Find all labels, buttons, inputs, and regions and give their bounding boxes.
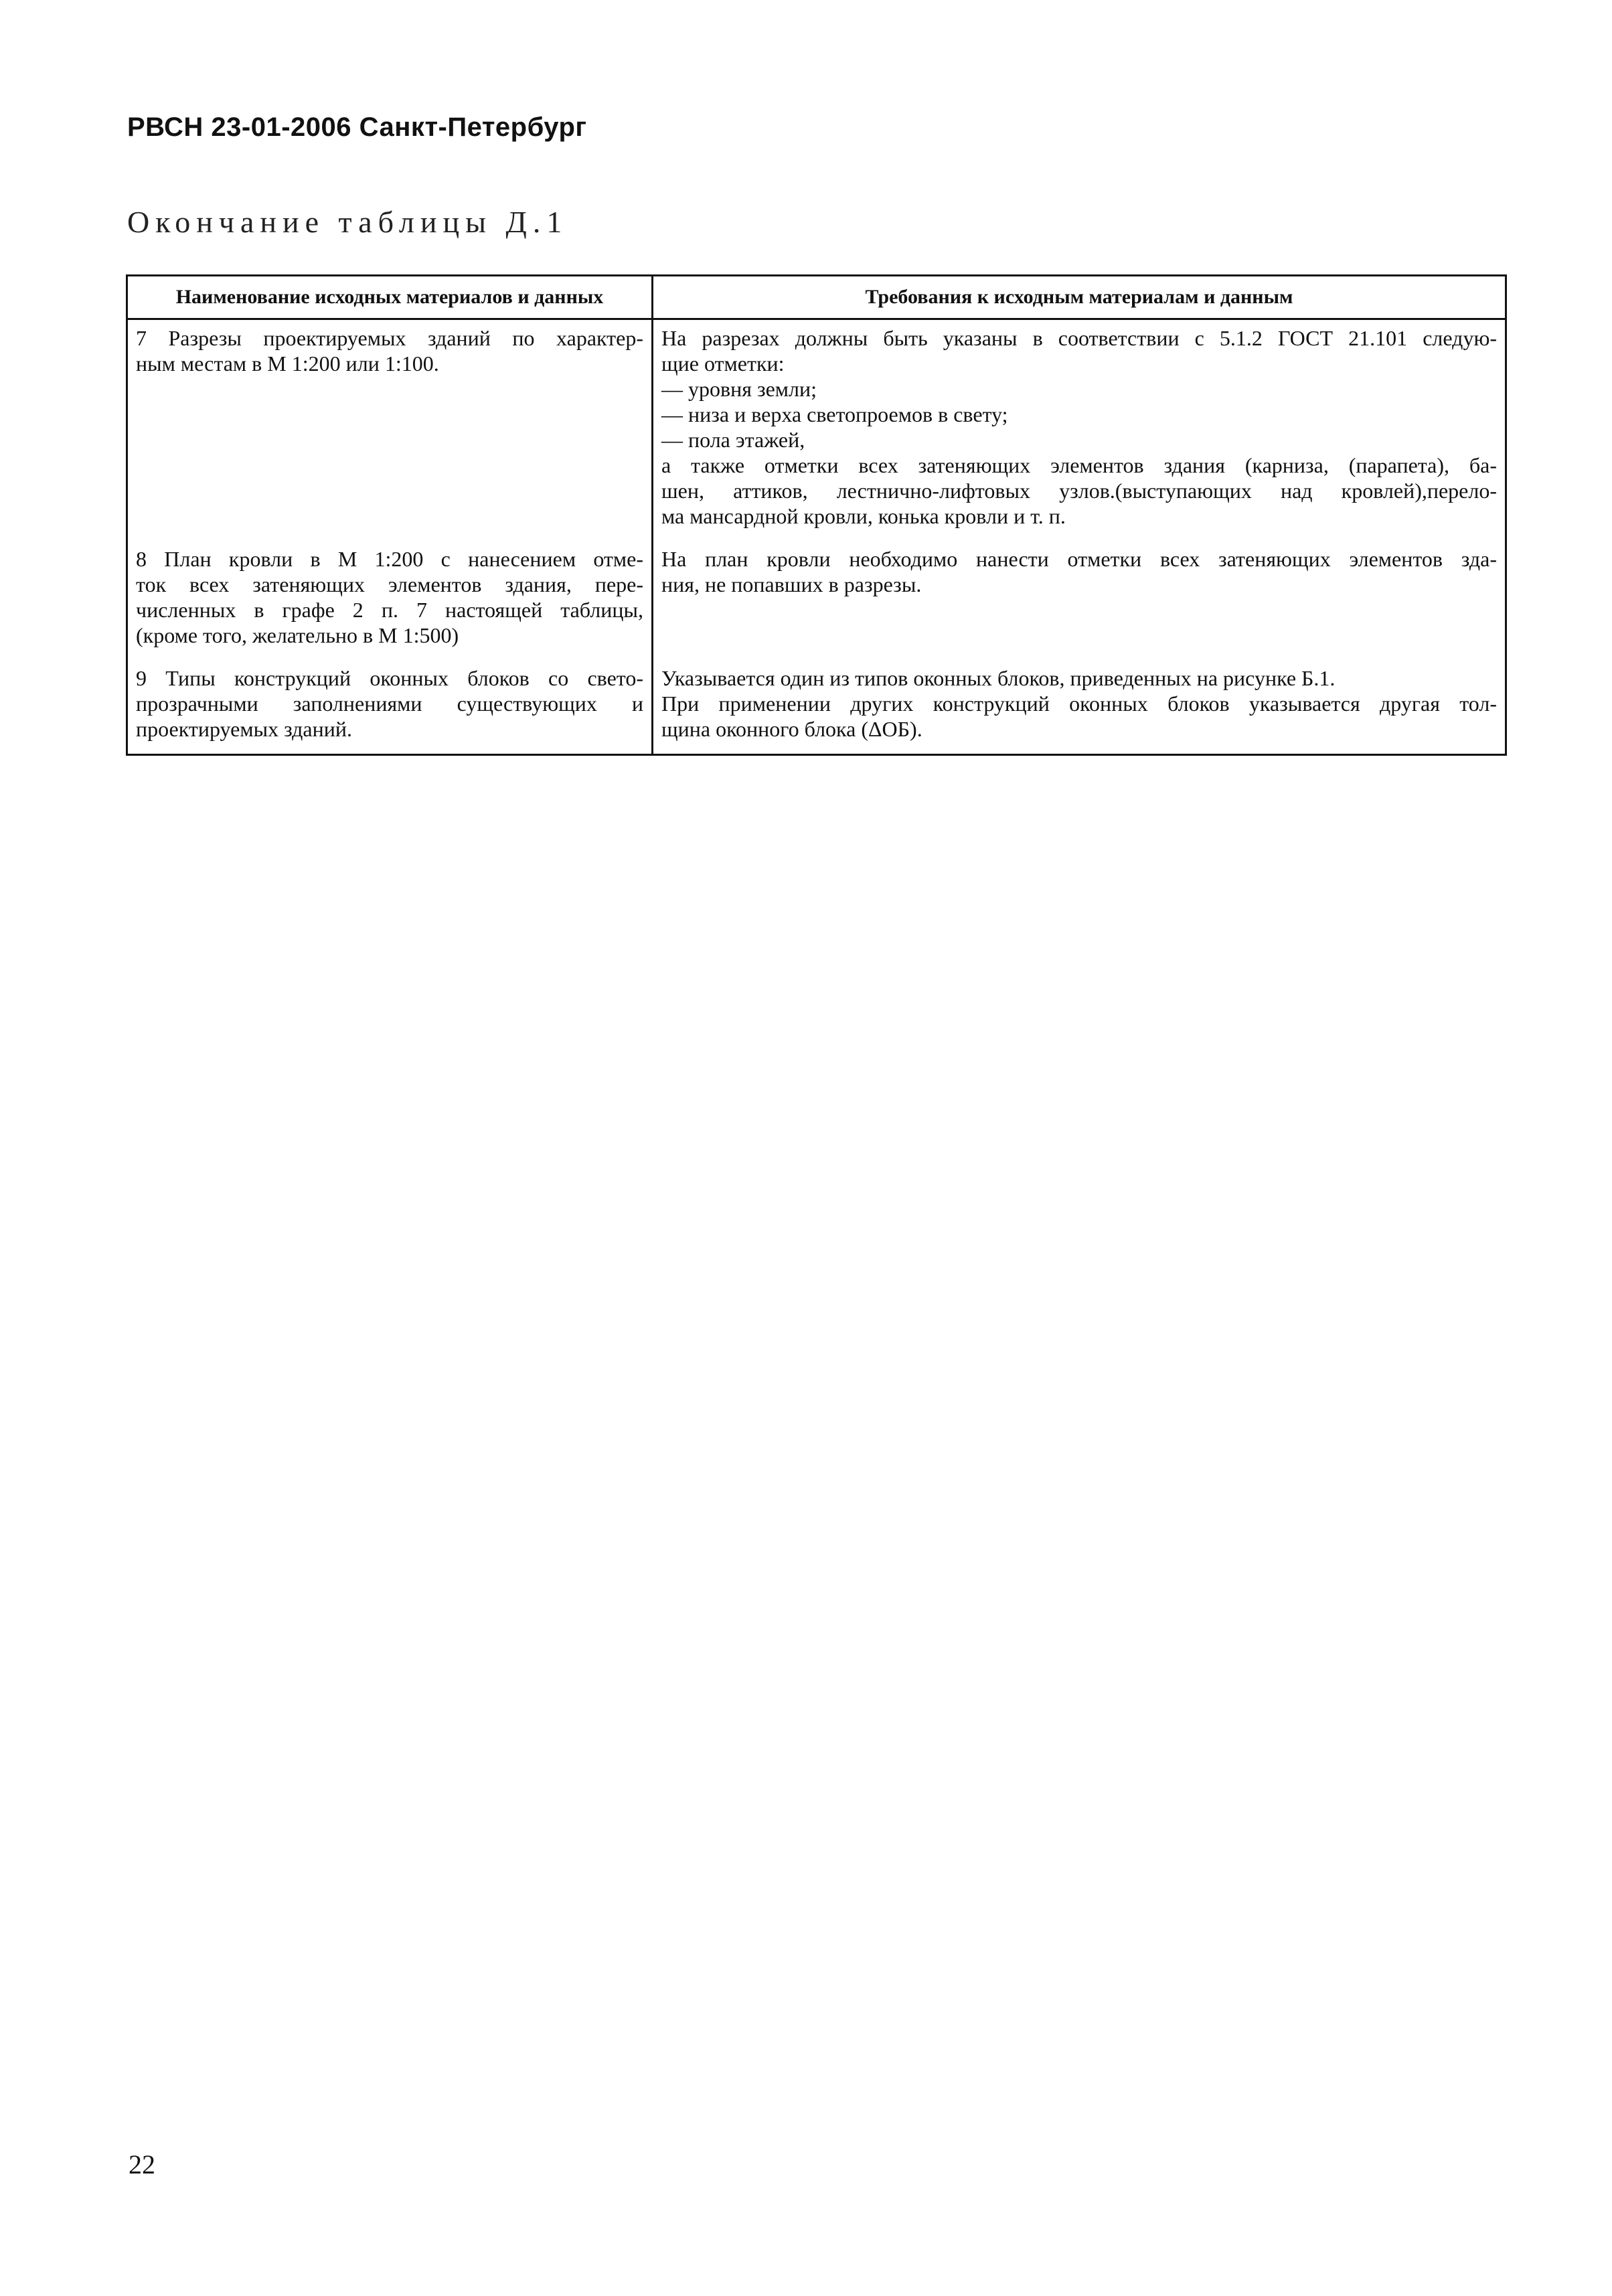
- cell-line: — низа и верха светопроемов в свету;: [661, 402, 1008, 426]
- cell-line: проектируемых зданий.: [136, 717, 352, 741]
- table-cell-materials: [127, 319, 653, 542]
- cell-line: ток всех затеняющих элементов здания, пере-: [136, 572, 643, 596]
- page-number: 22: [129, 2149, 155, 2180]
- cell-line: щина оконного блока (ΔОБ).: [661, 717, 922, 741]
- requirements-table: [126, 274, 1507, 756]
- column-header-materials: Наименование исходных материалов и данных: [127, 276, 653, 319]
- cell-line: прозрачными заполнениями существующих и: [136, 691, 643, 716]
- column-header-requirements: Требования к исходным материалам и данным: [653, 276, 1506, 319]
- cell-line: Указывается один из типов оконных блоков, приведенных на рисунке Б.1.: [661, 666, 1336, 690]
- cell-line: а также отметки всех затеняющих элементов здания (карниза, (парапета), ба-: [661, 453, 1497, 477]
- cell-line: На план кровли необходимо нанести отметки всех затеняющих элементов зда-: [661, 547, 1497, 571]
- table-row: [127, 319, 1506, 542]
- cell-line: ма мансардной кровли, конька кровли и т. п.: [661, 504, 1066, 528]
- table-row: [127, 541, 1506, 660]
- cell-line: (кроме того, желательно в М 1:500): [136, 623, 459, 647]
- cell-line: — пола этажей,: [661, 428, 805, 452]
- table-cell-requirements: [653, 319, 1506, 542]
- cell-line: — уровня земли;: [661, 377, 817, 401]
- cell-line: ния, не попавших в разрезы.: [661, 572, 922, 596]
- table-row: [127, 660, 1506, 755]
- table-caption: Окончание таблицы Д.1: [127, 205, 568, 239]
- table-cell-materials: [127, 541, 653, 660]
- cell-line: ным местам в М 1:200 или 1:100.: [136, 351, 439, 376]
- table-cell-requirements: [653, 660, 1506, 755]
- cell-line: 7 Разрезы проектируемых зданий по характер-: [136, 326, 643, 350]
- cell-line: 8 План кровли в М 1:200 с нанесением отме-: [136, 547, 643, 571]
- cell-line: На разрезах должны быть указаны в соответствии с 5.1.2 ГОСТ 21.101 следую-: [661, 326, 1497, 350]
- cell-line: щие отметки:: [661, 351, 785, 376]
- document-header: РВСН 23-01-2006 Санкт-Петербург: [127, 112, 587, 142]
- cell-line: При применении других конструкций оконных блоков указывается другая тол-: [661, 691, 1497, 716]
- cell-line: численных в графе 2 п. 7 настоящей таблицы,: [136, 598, 643, 622]
- cell-line: 9 Типы конструкций оконных блоков со свето-: [136, 666, 643, 690]
- table-cell-materials: [127, 660, 653, 755]
- table-cell-requirements: [653, 541, 1506, 660]
- table-header-row: [127, 276, 1506, 319]
- cell-line: шен, аттиков, лестнично-лифтовых узлов.(выступающих над кровлей),перело-: [661, 479, 1497, 503]
